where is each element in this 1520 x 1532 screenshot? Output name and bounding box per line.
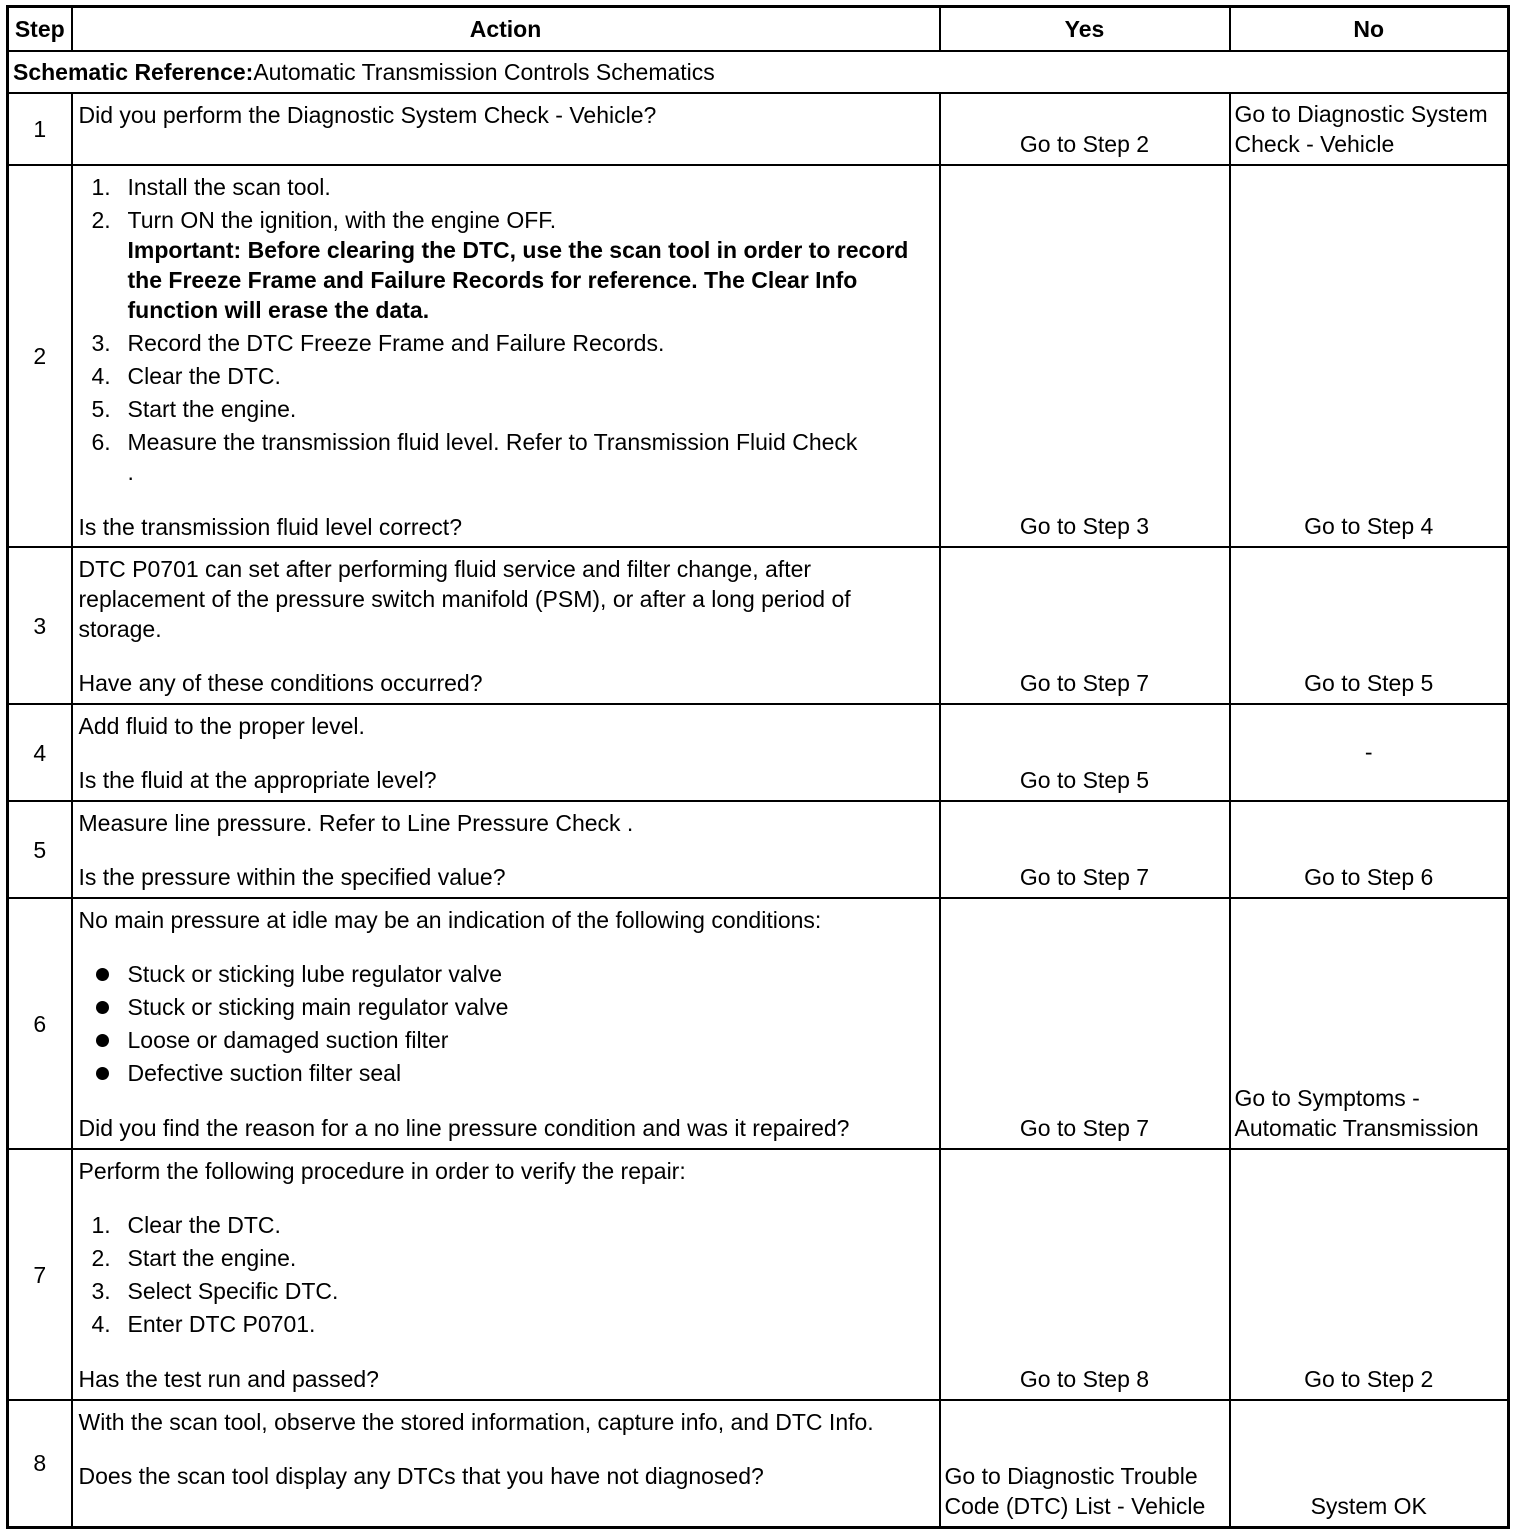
step-row-2 — [8, 165, 1509, 547]
step-number: 4 — [8, 704, 72, 801]
action-cell — [72, 165, 940, 547]
yes-cell[interactable]: Go to Step 8 — [940, 1149, 1230, 1400]
no-cell[interactable]: Go to Symptoms - Automatic Transmission — [1230, 898, 1509, 1149]
no-cell[interactable]: Go to Step 6 — [1230, 801, 1509, 898]
question-text: Has the test run and passed? — [78, 1366, 379, 1392]
list-item: 2. Start the engine. — [91, 1245, 297, 1271]
question-text: Have any of these conditions occurred? — [78, 670, 483, 696]
list-item: Loose or damaged suction filter — [79, 1025, 933, 1055]
yes-cell[interactable]: Go to Step 5 — [940, 704, 1230, 801]
list-item: 5. Start the engine. — [91, 396, 297, 422]
header-yes: Yes — [940, 7, 1230, 52]
fluid-check-link[interactable]: Measure the transmission fluid level. Refer to Transmission Fluid Check — [127, 429, 858, 455]
step-row-5 — [8, 801, 1509, 898]
list-item: 3. Select Specific DTC. — [91, 1278, 339, 1304]
action-text: DTC P0701 can set after performing fluid service and filter change, after replacement of the pressure switch manifold (PSM), or after a long period of storage. — [78, 556, 851, 642]
header-row — [8, 7, 1509, 52]
diagnostic-table-container — [6, 5, 1510, 1529]
step-row-3 — [8, 547, 1509, 704]
step-number: 6 — [8, 898, 72, 1149]
schematic-reference — [8, 51, 1509, 93]
list-item: 1. Install the scan tool. — [91, 174, 331, 200]
schematic-link[interactable]: Automatic Transmission Controls Schematics — [253, 59, 715, 85]
no-cell[interactable]: Go to Step 4 — [1230, 165, 1509, 547]
question-text: Did you find the reason for a no line pressure condition and was it repaired? — [78, 1115, 850, 1141]
step-number: 7 — [8, 1149, 72, 1400]
procedure-list — [79, 172, 933, 487]
step-row-1 — [8, 93, 1509, 165]
question-text: Is the pressure within the specified value? — [78, 864, 506, 890]
list-item: 2. Turn ON the ignition, with the engine OFF. Important: Before clearing the DTC, use the scan tool in order to record the Freeze Frame and Failure Records for reference. The Clear Info function will erase the data. — [91, 207, 909, 323]
procedure-list — [79, 1210, 933, 1339]
step-number: 8 — [8, 1400, 72, 1527]
list-item: Stuck or sticking main regulator valve — [79, 992, 933, 1022]
action-text: Did you perform the Diagnostic System Check - Vehicle? — [78, 102, 657, 128]
action-text: Add fluid to the proper level. — [78, 713, 365, 739]
step-number: 3 — [8, 547, 72, 704]
action-cell — [72, 547, 940, 704]
list-item: 4. Clear the DTC. — [91, 363, 281, 389]
yes-cell[interactable]: Go to Step 7 — [940, 898, 1230, 1149]
yes-cell[interactable]: Go to Step 7 — [940, 547, 1230, 704]
list-item: 4. Enter DTC P0701. — [91, 1311, 316, 1337]
action-cell — [72, 801, 940, 898]
action-text: Perform the following procedure in order to verify the repair: — [78, 1158, 686, 1184]
action-cell — [72, 898, 940, 1149]
header-no: No — [1230, 7, 1509, 52]
action-text: With the scan tool, observe the stored information, capture info, and DTC Info. — [78, 1409, 874, 1435]
action-text: No main pressure at idle may be an indication of the following conditions: — [78, 907, 822, 933]
no-cell: - — [1230, 704, 1509, 801]
header-action: Action — [72, 7, 940, 52]
step-row-4 — [8, 704, 1509, 801]
schematic-row — [8, 51, 1509, 93]
action-cell — [72, 704, 940, 801]
action-cell — [72, 93, 940, 165]
schematic-label: Schematic Reference: — [13, 59, 254, 85]
list-item: 1. Clear the DTC. — [91, 1212, 281, 1238]
important-note: Important: Before clearing the DTC, use the scan tool in order to record the Freeze Frame and Failure Records for reference. The Clear Info function will erase the data. — [127, 237, 909, 323]
list-item: Stuck or sticking lube regulator valve — [79, 959, 933, 989]
condition-list — [79, 959, 933, 1088]
step-row-7 — [8, 1149, 1509, 1400]
step-row-6 — [8, 898, 1509, 1149]
yes-cell[interactable]: Go to Step 3 — [940, 165, 1230, 547]
yes-cell[interactable]: Go to Diagnostic Trouble Code (DTC) List - Vehicle — [940, 1400, 1230, 1527]
step-row-8 — [8, 1400, 1509, 1527]
header-step: Step — [8, 7, 72, 52]
no-cell: System OK — [1230, 1400, 1509, 1527]
question-text: Does the scan tool display any DTCs that you have not diagnosed? — [78, 1463, 764, 1489]
list-item: 6. Measure the transmission fluid level. Refer to Transmission Fluid Check . — [91, 429, 858, 485]
question-text: Is the transmission fluid level correct? — [78, 514, 462, 540]
no-cell[interactable]: Go to Step 5 — [1230, 547, 1509, 704]
action-cell — [72, 1400, 940, 1527]
step-number: 2 — [8, 165, 72, 547]
no-cell[interactable]: Go to Diagnostic System Check - Vehicle — [1230, 93, 1509, 165]
step-number: 1 — [8, 93, 72, 165]
yes-cell[interactable]: Go to Step 7 — [940, 801, 1230, 898]
list-item: 3. Record the DTC Freeze Frame and Failure Records. — [91, 330, 665, 356]
action-cell — [72, 1149, 940, 1400]
list-item: Defective suction filter seal — [79, 1058, 933, 1088]
yes-cell[interactable]: Go to Step 2 — [940, 93, 1230, 165]
action-text: Measure line pressure. Refer to Line Pressure Check . — [78, 810, 634, 836]
question-text: Is the fluid at the appropriate level? — [78, 767, 437, 793]
diagnostic-table — [6, 5, 1510, 1529]
no-cell[interactable]: Go to Step 2 — [1230, 1149, 1509, 1400]
step-number: 5 — [8, 801, 72, 898]
